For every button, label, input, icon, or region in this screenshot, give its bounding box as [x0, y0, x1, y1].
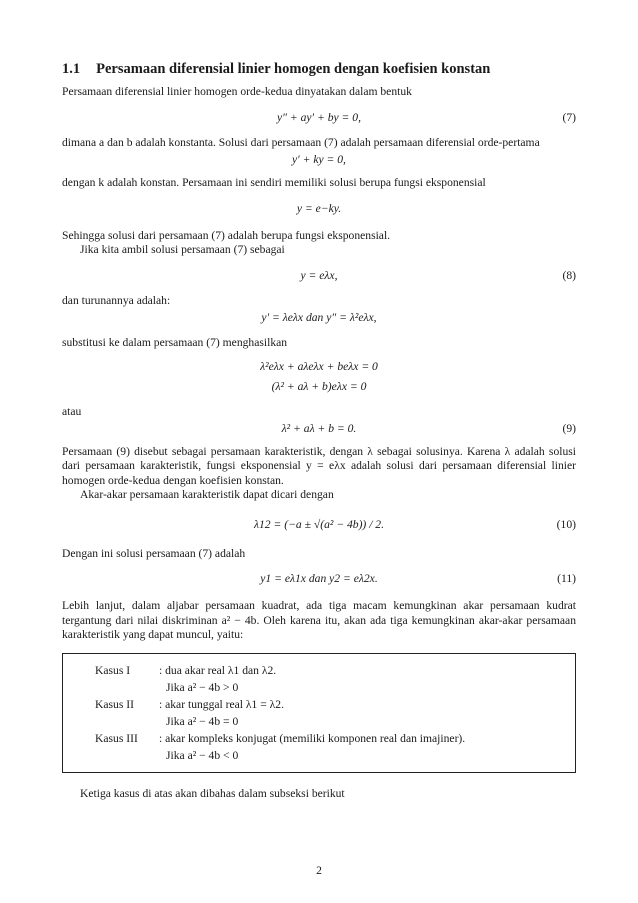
case-description: : dua akar real λ1 dan λ2.	[159, 663, 277, 677]
paragraph: Lebih lanjut, dalam aljabar persamaan kuadrat, ada tiga macam kemungkinan akar persamaan kudrat tergantung dari nilai diskriminan a² − 4b. Oleh karena itu, akan ada tiga kemungkinan akar-akar persamaan karakteristik yang dapat muncul, yaitu:	[62, 599, 576, 642]
case-row	[95, 696, 575, 713]
equation-exponential	[62, 199, 576, 219]
case-condition: Jika a² − 4b > 0	[166, 680, 239, 694]
equation-10	[62, 511, 576, 539]
case-label: Kasus II	[95, 697, 134, 711]
case-label: Kasus III	[95, 731, 138, 745]
equation-number: (7)	[562, 110, 576, 124]
equation-first-order	[62, 150, 576, 170]
paragraph: dan turunannya adalah:	[62, 293, 171, 307]
equation-text: y″ + ay′ + by = 0,	[277, 110, 361, 124]
paragraph: Dengan ini solusi persamaan (7) adalah	[62, 546, 246, 560]
case-description: : akar tunggal real λ1 = λ2.	[159, 697, 284, 711]
equation-number: (9)	[562, 422, 576, 435]
case-row	[95, 662, 575, 679]
page-content	[62, 60, 576, 801]
equation-derivatives	[62, 308, 576, 328]
page-number: 2	[316, 864, 322, 877]
equation-text: y = e−ky.	[296, 201, 342, 215]
case-condition: Jika a² − 4b = 0	[166, 714, 239, 728]
paragraph: Jika kita ambil solusi persamaan (7) sebagai	[80, 243, 285, 257]
paragraph: Persamaan (9) disebut sebagai persamaan karakteristik, dengan λ sebagai solusinya. Karena λ adalah solusi dari persamaan karakteristik, fungsi eksponensial y = eλx adalah solusi dari persamaan diferensial linier homogen orde-kedua dengan koefisien konstan.	[62, 445, 576, 487]
equation-number: (10)	[556, 517, 576, 531]
equation-number: (8)	[562, 268, 576, 282]
paragraph: dimana a dan b adalah konstanta. Solusi dari persamaan (7) adalah persamaan diferensial orde-pertama	[62, 135, 540, 149]
equation-number: (11)	[557, 572, 576, 586]
equation-text: λ12 = (−a ± √(a² − 4b)) / 2.	[253, 517, 385, 531]
equation-text: y1 = eλ1x dan y2 = eλ2x.	[260, 572, 378, 586]
equation-substitution-2	[62, 377, 576, 397]
equation-9	[62, 419, 576, 439]
equation-8	[62, 266, 576, 286]
equation-text: (λ² + aλ + b)eλx = 0	[271, 379, 367, 393]
equation-text: λ² + aλ + b = 0.	[281, 422, 357, 435]
equation-text: y′ = λeλx dan y″ = λ²eλx,	[261, 311, 377, 325]
equation-7	[62, 108, 576, 128]
equation-text: y′ + ky = 0,	[292, 153, 346, 167]
case-description: : akar kompleks konjugat (memiliki komponen real dan imajiner).	[159, 731, 466, 745]
case-condition-row	[95, 679, 575, 696]
section-title: Persamaan diferensial linier homogen dengan koefisien konstan	[96, 61, 491, 77]
cases-box	[62, 653, 576, 773]
equation-text: y = eλx,	[300, 268, 338, 282]
paragraph: atau	[62, 404, 82, 418]
case-condition: Jika a² − 4b < 0	[166, 748, 239, 762]
paragraph: Sehingga solusi dari persamaan (7) adalah berupa fungsi eksponensial.	[62, 228, 391, 242]
case-condition-row	[95, 747, 575, 764]
case-condition-row	[95, 713, 575, 730]
case-row	[95, 730, 575, 747]
paragraph: Persamaan diferensial linier homogen orde-kedua dinyatakan dalam bentuk	[62, 85, 412, 99]
section-number: 1.1	[62, 61, 81, 77]
paragraph: Ketiga kasus di atas akan dibahas dalam subseksi berikut	[80, 786, 345, 800]
equation-11	[62, 569, 576, 589]
case-label: Kasus I	[95, 663, 131, 677]
section-heading	[62, 60, 576, 78]
paragraph: dengan k adalah konstan. Persamaan ini sendiri memiliki solusi berupa fungsi eksponensial	[62, 176, 486, 190]
paragraph: Akar-akar persamaan karakteristik dapat dicari dengan	[80, 488, 334, 502]
paragraph: substitusi ke dalam persamaan (7) menghasilkan	[62, 336, 288, 350]
equation-text: λ²eλx + aλeλx + beλx = 0	[260, 359, 378, 373]
equation-substitution-1	[62, 357, 576, 377]
